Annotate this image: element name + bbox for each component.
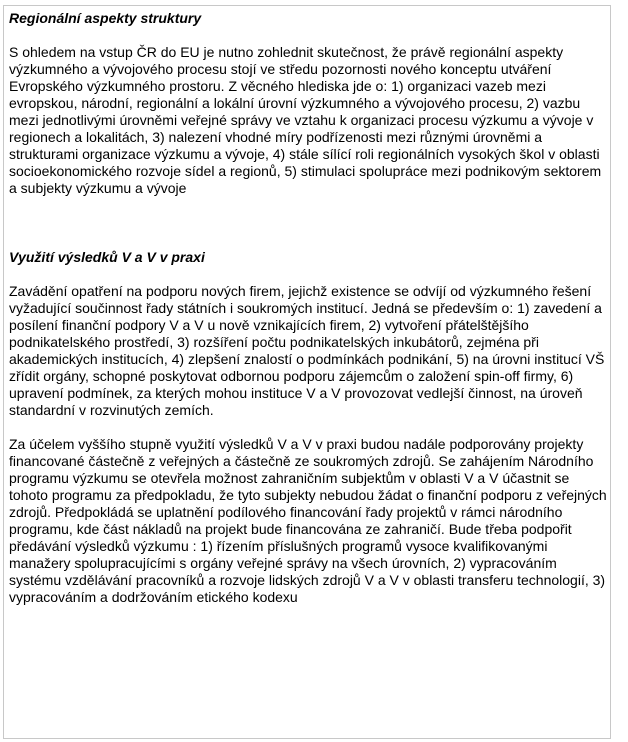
- paragraph-regional-aspects: S ohledem na vstup ČR do EU je nutno zohlednit skutečnost, že právě regionální aspekty výzkumného a vývojového procesu stojí ve středu pozornosti nového konceptu utváření Evropského výzkumného prostoru. Z věcného hlediska jde o: 1) organizaci vazeb mezi evropskou, národní, regionální a lokální úrovní výzkumného a vývojového procesu, 2) vazbu mezi jednotlivými úrovněmi veřejné správy ve vztahu k organizaci procesu výzkumu a vývoje v regionech a lokalitách, 3) nalezení vhodné míry podřízenosti mezi různými úrovněmi a strukturami organizace výzkumu a vývoje, 4) stále sílící roli regionálních vysokých škol v oblasti socioekonomického rozvoje sídel a regionů, 5) stimulaci spolupráce mezi podnikovým sektorem a subjekty výzkumu a vývoje: [9, 44, 602, 196]
- section-heading-regional: Regionální aspekty struktury: [9, 10, 202, 26]
- paragraph-results-use: Za účelem vyššího stupně využití výsledků V a V v praxi budou nadále podporovány projekty financované částečně z veřejných a částečně ze soukromých zdrojů. Se zahájením Národního programu výzkumu se otevřela možnost zahraničním subjektům v oblasti V a V účastnit se tohoto programu za předpokladu, že tyto subjekty nebudou žádat o finanční podporu z veřejných zdrojů. Předpokládá se uplatnění podílového financování řady projektů v rámci národního programu, kde část nákladů na projekt bude financována ze zahraničí. Bude třeba podpořit předávání výsledků výzkumu : 1) řízením příslušných programů vysoce kvalifikovanými manažery spolupracujícími s orgány veřejné správy na všech úrovních, 2) vypracováním systému vzdělávání pracovníků a rozvoje lidských zdrojů V a V v oblasti transferu technologií, 3) vypracováním a dodržováním etického kodexu: [9, 436, 607, 605]
- section-heading-results: Využití výsledků V a V v praxi: [9, 249, 205, 265]
- paragraph-new-firms: Zavádění opatření na podporu nových firem, jejichž existence se odvíjí od výzkumného řešení vyžadující součinnost řady státních i soukromých institucí. Jedná se především o: 1) zavedení a posílení finanční podpory V a V u nově vznikajících firem, 2) vytvoření přátelštějšího podnikatelského prostředí, 3) rozšíření počtu podnikatelských inkubátorů, zejména při akademických institucích, 4) zlepšení znalostí o podmínkách podnikání, 5) na úrovni institucí VŠ zřídit orgány, schopné poskytovat odbornou podporu zájemcům o založení spin-off firmy, 6) upravení podmínek, za kterých mohou instituce V a V provozovat vedlejší činnost, na úroveň standardní v rozvinutých zemích.: [9, 283, 605, 418]
- document-page: [3, 5, 611, 739]
- document-body: [9, 9, 609, 606]
